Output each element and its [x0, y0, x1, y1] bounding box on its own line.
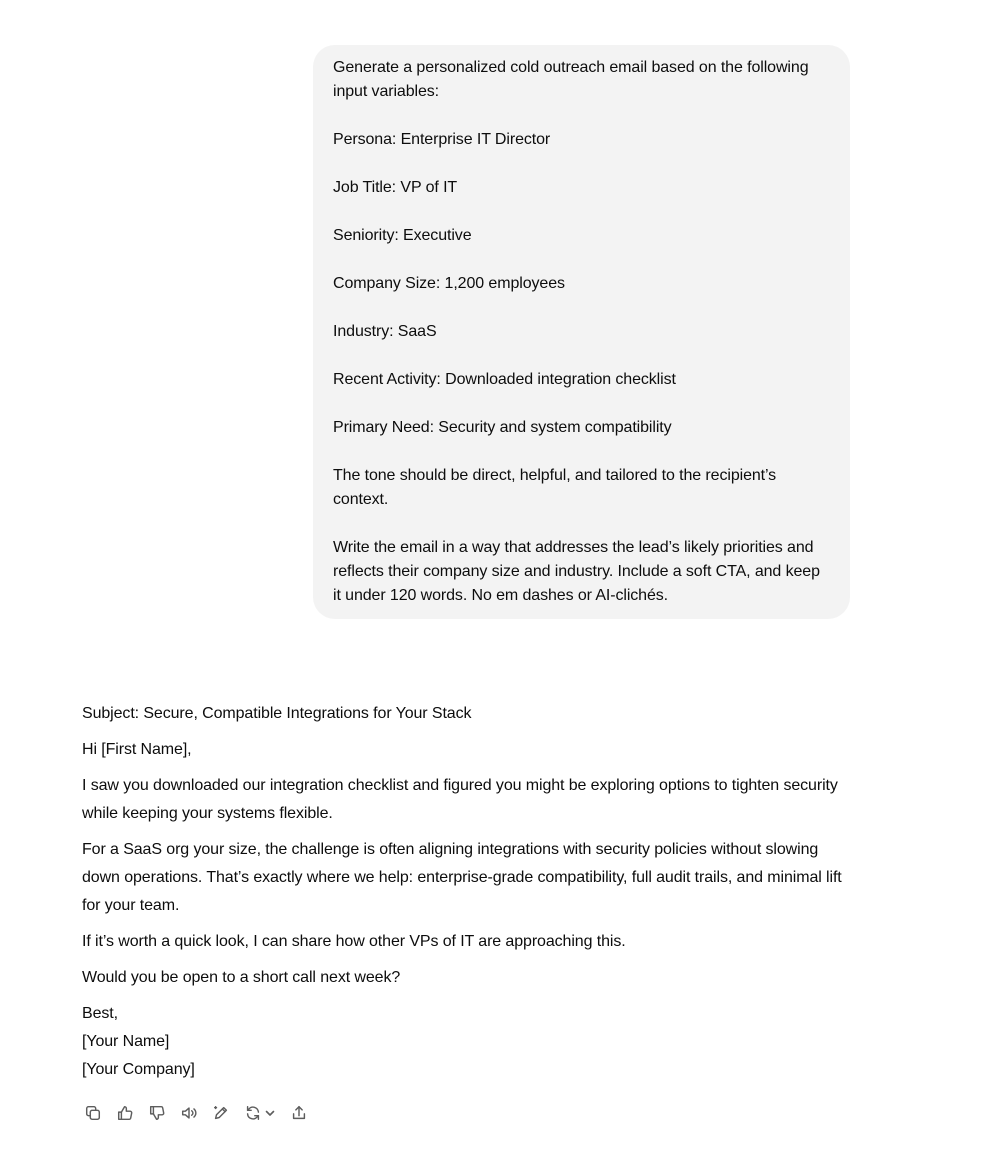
message-action-bar — [80, 1100, 318, 1126]
bad-response-button[interactable] — [144, 1100, 170, 1126]
user-message-paragraph: Write the email in a way that addresses the lead’s likely priorities and reflects their company size and industry. Include a soft CTA, and keep it under 120 words. No em dashes or AI-clichés. — [333, 539, 820, 604]
assistant-message — [82, 700, 857, 1092]
read-aloud-button[interactable] — [176, 1100, 202, 1126]
email-paragraph: For a SaaS org your size, the challenge is often aligning integrations with security policies without slowing down operations. That’s exactly where we help: enterprise-grade compatibility, full audit trails, and minimal lift for your team. — [82, 841, 842, 914]
user-message-paragraph: Job Title: VP of IT — [333, 179, 458, 196]
email-greeting: Hi [First Name], — [82, 741, 192, 758]
user-message-paragraph: Industry: SaaS — [333, 323, 437, 340]
email-subject: Subject: Secure, Compatible Integrations for Your Stack — [82, 705, 472, 722]
copy-icon — [84, 1104, 102, 1122]
email-signoff: Best, — [82, 1005, 118, 1022]
thumbs-up-icon — [116, 1104, 134, 1122]
email-signature — [82, 1000, 857, 1084]
email-sender-company: [Your Company] — [82, 1061, 195, 1078]
chevron-down-icon — [264, 1107, 276, 1119]
user-message-paragraph: Generate a personalized cold outreach email based on the following input variables: — [333, 59, 809, 100]
email-paragraph: Would you be open to a short call next week? — [82, 969, 401, 986]
email-paragraph: I saw you downloaded our integration checklist and figured you might be exploring options to tighten security while keeping your systems flexible. — [82, 777, 838, 822]
user-message-paragraph: The tone should be direct, helpful, and tailored to the recipient’s context. — [333, 467, 777, 508]
share-button[interactable] — [286, 1100, 312, 1126]
regenerate-icon — [244, 1104, 262, 1122]
email-paragraph: If it’s worth a quick look, I can share how other VPs of IT are approaching this. — [82, 933, 626, 950]
edit-icon — [212, 1104, 230, 1122]
thumbs-down-icon — [148, 1104, 166, 1122]
copy-button[interactable] — [80, 1100, 106, 1126]
user-message-paragraph: Recent Activity: Downloaded integration checklist — [333, 371, 676, 388]
email-sender-name: [Your Name] — [82, 1033, 170, 1050]
user-message-paragraph: Persona: Enterprise IT Director — [333, 131, 551, 148]
edit-button[interactable] — [208, 1100, 234, 1126]
regenerate-button[interactable] — [240, 1100, 280, 1126]
user-message-paragraph: Company Size: 1,200 employees — [333, 275, 565, 292]
user-message-paragraph: Primary Need: Security and system compatibility — [333, 419, 672, 436]
share-icon — [290, 1104, 308, 1122]
user-message-bubble — [313, 45, 850, 619]
good-response-button[interactable] — [112, 1100, 138, 1126]
read-aloud-icon — [180, 1104, 198, 1122]
user-message-paragraph: Seniority: Executive — [333, 227, 472, 244]
